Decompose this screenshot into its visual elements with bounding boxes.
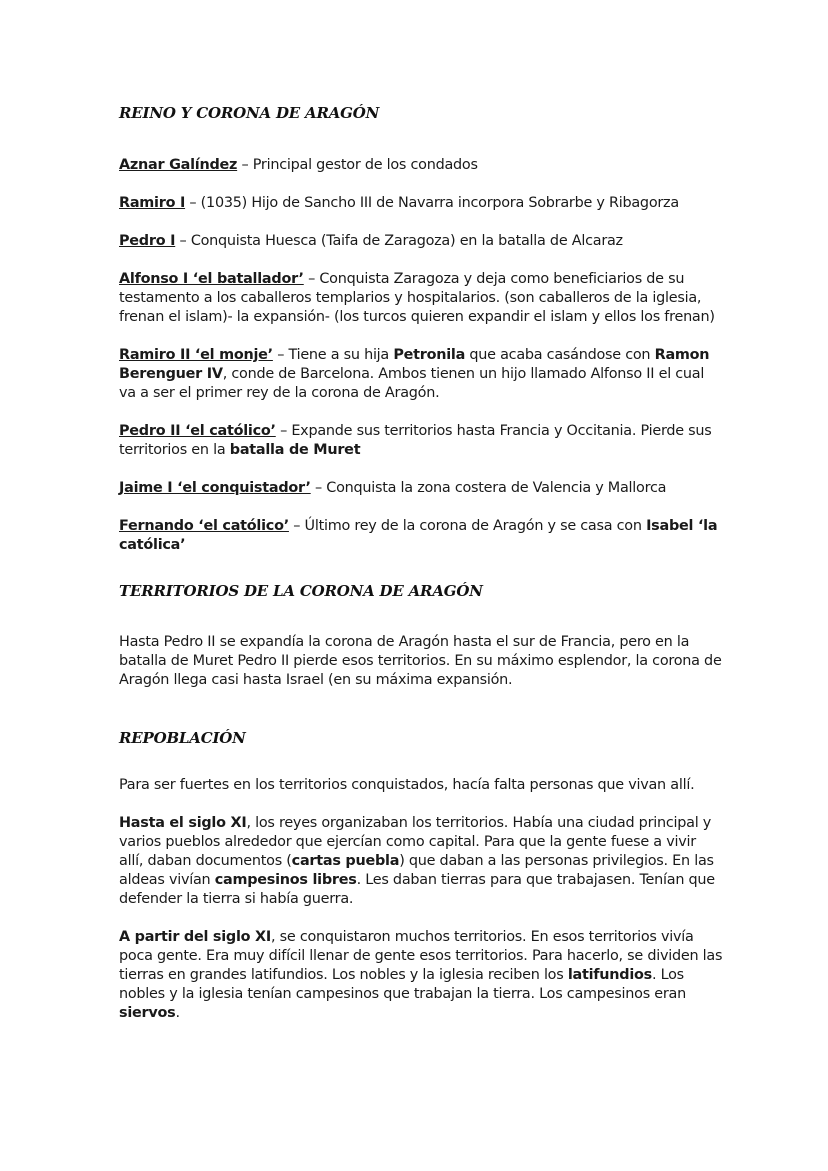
entry-text: – (1035) Hijo de Sancho III de Navarra incorpora Sobrarbe y Ribagorza [185,195,679,211]
entry-bold: batalla de Muret [229,442,361,458]
bold-phrase: A partir del siglo XI [119,929,272,945]
repoblacion-hasta-siglo-xi [119,814,724,909]
entry-name: Pedro II ‘el católico’ [119,423,276,439]
repoblacion-a-partir-siglo-xi [119,928,724,1023]
entry-text: – Conquista la zona costera de Valencia y Mallorca [310,480,667,496]
entry-text: – Último rey de la corona de Aragón y se casa con [288,518,647,534]
entry-fernando [119,517,724,555]
entry-text: – Conquista Huesca (Taifa de Zaragoza) en la batalla de Alcaraz [175,233,623,249]
paragraph-text: . [175,1005,180,1021]
section-heading: TERRITORIOS DE LA CORONA DE ARAGÓN [119,582,483,600]
entry-text: – Expande sus territorios hasta Francia y Occitania. Pierde sus territorios en la [119,423,712,458]
entry-pedro-ii [119,422,724,460]
entry-name: Ramiro II ‘el monje’ [119,347,273,363]
entry-aznar [119,156,724,175]
territorios-paragraph: Hasta Pedro II se expandía la corona de Aragón hasta el sur de Francia, pero en la batalla de Muret Pedro II pierde esos territorios. En su máximo esplendor, la corona de Aragón llega casi hasta Israel (en su máxima expansión. [119,634,722,688]
entry-text: – Conquista Zaragoza y deja como beneficiarios de su testamento a los caballeros templarios y hospitalarios. (son caballeros de la iglesia, frenan el islam)- la expansión- (los turcos quieren expandir el islam y ellos los frenan) [119,271,715,325]
paragraph-text: ) que daban a las personas privilegios. En las aldeas vivían [119,853,714,888]
entry-name: Ramiro I [119,195,186,211]
entry-ramiro-i [119,194,724,213]
entry-name: Aznar Galíndez [119,157,238,173]
entry-text: que acaba casándose con [465,347,655,363]
entry-bold: Ramon Berenguer IV [119,347,710,382]
section-heading: REPOBLACIÓN [119,729,246,747]
paragraph-text: , los reyes organizaban los territorios. Había una ciudad principal y varios pueblos alrededor que ejercían como capital. Para que la gente fuese a vivir allí, daban documentos ( [119,815,712,869]
paragraph-text: . Los nobles y la iglesia tenían campesinos que trabajan la tierra. Los campesinos eran [119,967,686,1002]
paragraph-text: , se conquistaron muchos territorios. En esos territorios vivía poca gente. Era muy difícil llenar de gente esos territorios. Para hacerlo, se dividen las tierras en grandes latifundios. Los nobles y la iglesia reciben los [119,929,723,983]
bold-phrase: cartas puebla [291,853,400,869]
entry-text: – Principal gestor de los condados [237,157,478,173]
bold-phrase: latifundios [567,967,652,983]
repoblacion-intro: Para ser fuertes en los territorios conquistados, hacía falta personas que vivan allí. [119,777,695,793]
bold-phrase: siervos [119,1005,176,1021]
entry-name: Alfonso I ‘el batallador’ [119,271,304,287]
entry-jaime-i [119,479,724,498]
entry-ramiro-ii [119,346,724,403]
entry-name: Fernando ‘el católico’ [119,518,289,534]
entry-text: , conde de Barcelona. Ambos tienen un hijo llamado Alfonso II el cual va a ser el primer rey de la corona de Aragón. [119,366,705,401]
section-repoblacion [119,726,724,1023]
entry-bold: Petronila [393,347,466,363]
entry-text: – Tiene a su hija [272,347,394,363]
paragraph-text: . Les daban tierras para que trabajasen. Tenían que defender la tierra si había guerra. [119,872,715,907]
section-reino-corona [119,101,724,555]
bold-phrase: campesinos libres [214,872,357,888]
entry-name: Jaime I ‘el conquistador’ [119,480,311,496]
entry-bold: Isabel ‘la católica’ [119,518,718,553]
entry-pedro-i [119,232,724,251]
entry-alfonso-i [119,270,724,327]
section-heading: REINO Y CORONA DE ARAGÓN [119,104,380,122]
bold-phrase: Hasta el siglo XI [119,815,247,831]
entry-name: Pedro I [119,233,176,249]
section-territorios [119,579,724,690]
